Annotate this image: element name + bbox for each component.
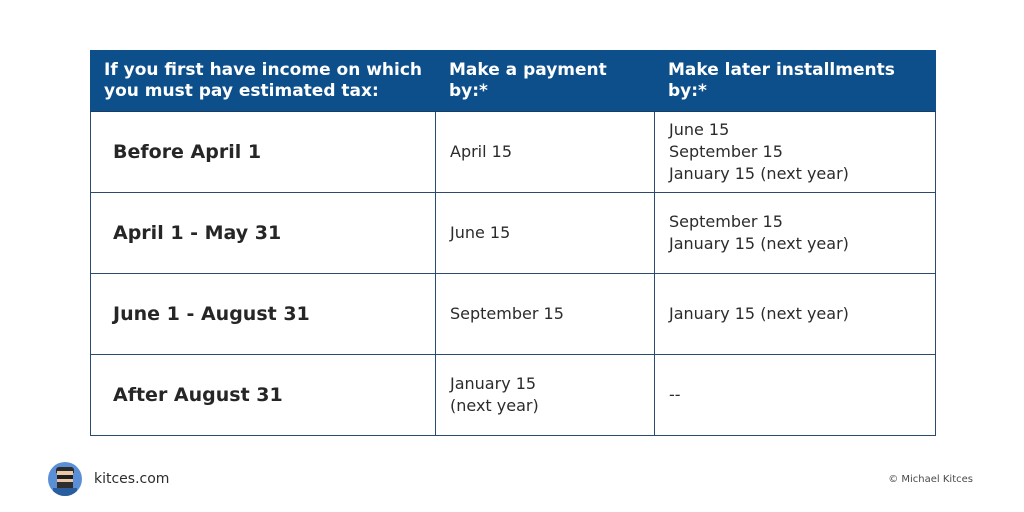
installment-line: June 15 xyxy=(669,120,730,139)
payment-line: April 15 xyxy=(450,142,513,161)
row-installments xyxy=(655,355,936,436)
row-payment xyxy=(436,274,655,355)
row-payment xyxy=(436,193,655,274)
table-row xyxy=(91,274,936,355)
row-payment xyxy=(436,112,655,193)
installment-line: January 15 (next year) xyxy=(669,304,849,323)
table-header-row xyxy=(91,51,936,112)
header-payment-date: Make a payment by:* xyxy=(436,51,655,112)
row-period: Before April 1 xyxy=(91,112,436,193)
row-installments xyxy=(655,112,936,193)
installment-line: January 15 (next year) xyxy=(669,234,849,253)
row-period: June 1 - August 31 xyxy=(91,274,436,355)
installment-line: -- xyxy=(669,385,681,404)
footer-brand[interactable] xyxy=(48,461,169,497)
payment-line: September 15 xyxy=(450,304,564,323)
avatar xyxy=(48,462,82,496)
brand-link[interactable]: kitces.com xyxy=(94,471,170,487)
table-row xyxy=(91,355,936,436)
row-installments xyxy=(655,193,936,274)
table-row xyxy=(91,112,936,193)
payment-line: January 15 xyxy=(450,374,537,393)
installment-line: September 15 xyxy=(669,212,783,231)
header-income-period: If you first have income on which you must pay estimated tax: xyxy=(91,51,436,112)
payment-line: June 15 xyxy=(450,223,511,242)
row-period: April 1 - May 31 xyxy=(91,193,436,274)
installment-line: September 15 xyxy=(669,142,783,161)
payment-line: (next year) xyxy=(450,396,539,415)
copyright-notice: © Michael Kitces xyxy=(888,474,973,485)
installment-line: January 15 (next year) xyxy=(669,164,849,183)
table-row xyxy=(91,193,936,274)
estimated-tax-table xyxy=(90,50,936,436)
row-period: After August 31 xyxy=(91,355,436,436)
row-payment xyxy=(436,355,655,436)
row-installments xyxy=(655,274,936,355)
header-later-installments: Make later installments by:* xyxy=(655,51,936,112)
